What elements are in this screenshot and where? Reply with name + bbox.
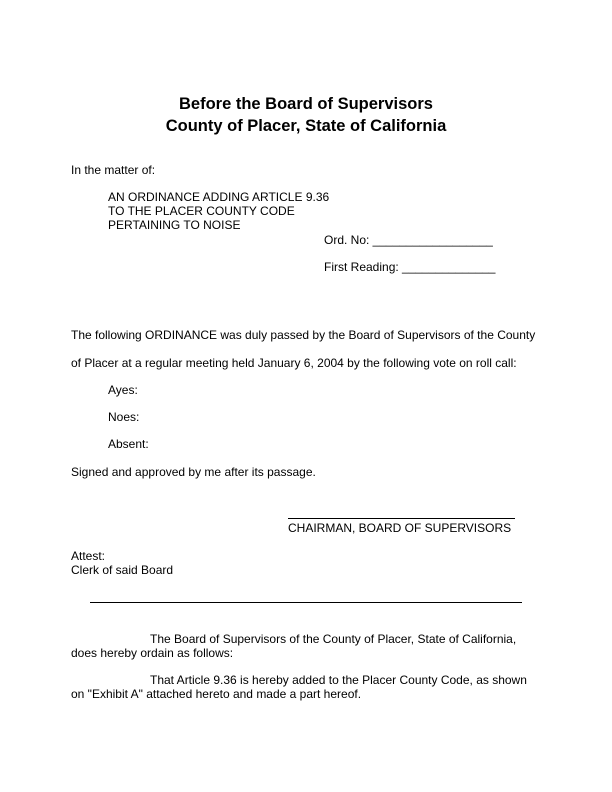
vote-paragraph-line-2: of Placer at a regular meeting held January 6, 2004 by the following vote on roll call: <box>71 356 517 370</box>
caption-line-1: AN ORDINANCE ADDING ARTICLE 9.36 <box>108 190 330 204</box>
title-line-1: Before the Board of Supervisors <box>179 95 433 113</box>
clerk-label: Clerk of said Board <box>71 563 174 577</box>
title-line-2: County of Placer, State of California <box>165 117 447 135</box>
first-reading-field: First Reading: ______________ <box>324 260 496 274</box>
chairman-title: CHAIRMAN, BOARD OF SUPERVISORS <box>288 521 512 535</box>
ordain-line-1: The Board of Supervisors of the County of Placer, State of California, <box>150 632 517 646</box>
section-divider <box>90 602 522 603</box>
caption-line-3: PERTAINING TO NOISE <box>108 218 241 232</box>
article-line-1: That Article 9.36 is hereby added to the Placer County Code, as shown <box>150 673 527 687</box>
vote-paragraph-line-1: The following ORDINANCE was duly passed by the Board of Supervisors of the County <box>71 328 536 342</box>
signed-approved-statement: Signed and approved by me after its passage. <box>71 465 316 479</box>
article-line-2: on "Exhibit A" attached hereto and made a part hereof. <box>71 687 362 701</box>
noes-label: Noes: <box>108 410 140 424</box>
ayes-label: Ayes: <box>108 383 138 397</box>
absent-label: Absent: <box>108 437 149 451</box>
ordain-line-2: does hereby ordain as follows: <box>71 646 234 660</box>
chairman-signature-line <box>288 518 515 519</box>
in-the-matter-label: In the matter of: <box>71 163 156 177</box>
ordinance-number-field: Ord. No: __________________ <box>324 233 493 247</box>
caption-line-2: TO THE PLACER COUNTY CODE <box>108 204 295 218</box>
attest-label: Attest: <box>71 549 106 563</box>
